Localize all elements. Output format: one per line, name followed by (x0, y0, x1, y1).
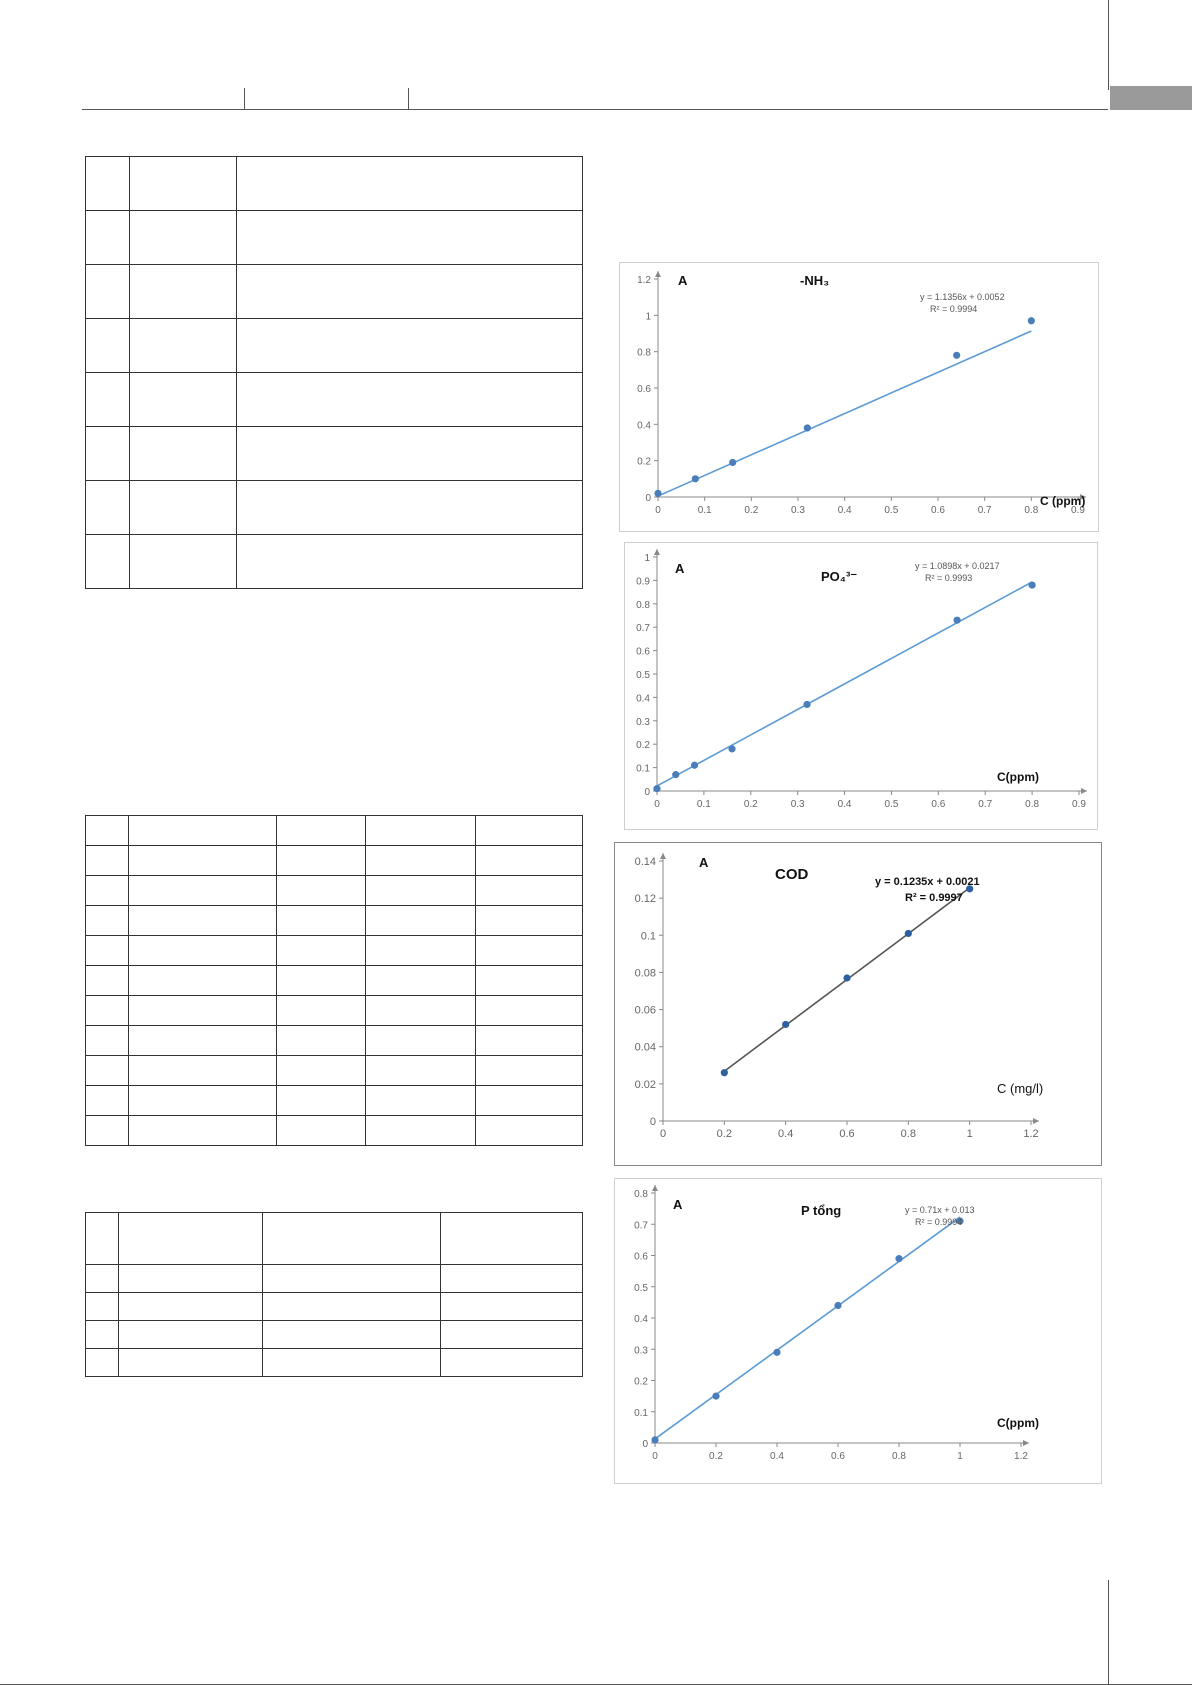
data-point (782, 1021, 789, 1028)
data-point (653, 785, 660, 792)
y-tick-label: 0.6 (636, 646, 650, 658)
y-axis-label: A (675, 561, 685, 576)
trendline (657, 582, 1032, 786)
table-row (86, 157, 583, 211)
x-tick-label: 0.9 (1071, 505, 1085, 516)
y-tick-label: 0.12 (634, 893, 656, 906)
y-axis-arrow (654, 549, 660, 555)
y-axis-arrow (660, 853, 666, 859)
x-tick-label: 0.5 (884, 505, 899, 516)
data-point (721, 1069, 728, 1076)
trendline (658, 331, 1031, 496)
y-tick-label: 0.2 (636, 740, 650, 752)
x-tick-label: 0.9 (1072, 799, 1086, 810)
x-axis-label: C (ppm) (1040, 494, 1086, 508)
y-tick-label: 0.7 (634, 1220, 648, 1232)
data-point (728, 745, 735, 752)
chart-title: COD (775, 866, 809, 883)
header-rule (82, 109, 1108, 110)
y-tick-label: 0.3 (636, 716, 650, 728)
table-3 (85, 1212, 583, 1377)
right-margin-rule (1108, 0, 1109, 90)
table-row (86, 211, 583, 265)
table-row (86, 373, 583, 427)
y-tick-label: 0.04 (634, 1041, 656, 1054)
data-point (654, 490, 661, 497)
table-1-body (86, 157, 583, 589)
table-row (86, 265, 583, 319)
x-tick-label: 0 (652, 1451, 658, 1462)
y-tick-label: 0.6 (634, 1251, 648, 1263)
x-tick-label: 0.4 (770, 1451, 784, 1462)
table-row (86, 1026, 583, 1056)
footer-margin-rule (1108, 1580, 1109, 1685)
table-row (86, 1086, 583, 1116)
y-axis-label: A (678, 273, 688, 288)
x-tick-label: 1.2 (1014, 1451, 1028, 1462)
table-2-body (86, 816, 583, 1146)
data-point (729, 459, 736, 466)
y-tick-label: 0.5 (634, 1282, 648, 1294)
table-row (86, 481, 583, 535)
x-tick-label: 0.1 (697, 505, 712, 516)
y-tick-label: 0.02 (634, 1078, 656, 1091)
data-point (953, 352, 960, 359)
chart-cod-frame (614, 842, 1102, 1166)
x-tick-label: 0.8 (900, 1128, 916, 1140)
y-tick-label: 0.08 (634, 967, 656, 980)
y-tick-label: 1 (645, 311, 651, 323)
x-tick-label: 1 (957, 1451, 963, 1462)
y-tick-label: 0.6 (637, 384, 651, 395)
chart-nh3 (620, 263, 1098, 531)
chart-po4-frame (624, 542, 1098, 830)
data-point (651, 1436, 658, 1443)
x-tick-label: 0.6 (831, 1451, 845, 1462)
data-point (773, 1349, 780, 1356)
y-tick-label: 0.14 (634, 856, 656, 868)
table-row (86, 535, 583, 589)
y-tick-label: 0.8 (637, 347, 651, 359)
x-axis-arrow (1023, 1440, 1029, 1446)
y-axis-label: A (699, 855, 709, 870)
x-axis-arrow (1033, 1118, 1039, 1124)
x-tick-label: 0.6 (931, 505, 945, 516)
table-row (86, 1293, 583, 1321)
y-axis-arrow (652, 1185, 658, 1191)
x-axis-label: C(ppm) (997, 1416, 1039, 1430)
x-tick-label: 0.4 (837, 799, 852, 810)
data-point (804, 424, 811, 431)
data-point (691, 762, 698, 769)
x-tick-label: 0 (659, 1128, 667, 1140)
x-tick-label: 0.7 (978, 799, 993, 810)
y-tick-label: 0.2 (634, 1376, 648, 1388)
section-tab (1110, 86, 1192, 110)
chart-ptong-frame (614, 1178, 1102, 1484)
x-tick-label: 0.8 (1025, 799, 1040, 810)
x-tick-label: 0.6 (931, 799, 946, 810)
x-tick-label: 0.7 (977, 505, 992, 516)
table-row (86, 966, 583, 996)
x-tick-label: 1.2 (1023, 1128, 1039, 1140)
x-tick-label: 1 (966, 1128, 973, 1140)
table-row (86, 319, 583, 373)
trendline (655, 1217, 963, 1439)
data-point (692, 475, 699, 482)
y-tick-label: 0.06 (634, 1004, 656, 1017)
x-tick-label: 0.8 (1024, 505, 1039, 516)
x-tick-label: 0.4 (837, 505, 852, 516)
data-point (843, 974, 850, 981)
y-tick-label: 0.5 (636, 670, 650, 681)
table-row (86, 427, 583, 481)
x-tick-label: 0.2 (743, 799, 758, 810)
y-axis-arrow (655, 271, 661, 277)
y-tick-label: 0.8 (634, 1189, 648, 1200)
table-1 (85, 156, 583, 589)
x-tick-label: 0.3 (791, 505, 805, 516)
table-row (86, 1056, 583, 1086)
table-row (86, 1265, 583, 1293)
trend-equation: y = 1.0898x + 0.0217 (915, 561, 1000, 571)
x-tick-label: 0.1 (696, 799, 711, 810)
x-tick-label: 0.2 (716, 1128, 732, 1140)
y-tick-label: 1.2 (637, 275, 651, 286)
chart-title: PO₄³⁻ (821, 569, 858, 584)
table-row (86, 996, 583, 1026)
y-tick-label: 0 (645, 493, 651, 504)
x-tick-label: 0 (655, 505, 661, 516)
data-point (712, 1393, 719, 1400)
data-point (905, 930, 912, 937)
r-squared: R² = 0.9993 (925, 573, 973, 583)
y-tick-label: 0.1 (640, 930, 656, 943)
y-tick-label: 0.2 (637, 456, 651, 468)
x-tick-label: 0 (654, 799, 660, 810)
y-tick-label: 0.7 (636, 623, 650, 635)
header-divider-1 (244, 88, 245, 109)
table-row (86, 1116, 583, 1146)
data-point (1028, 317, 1035, 324)
r-squared: R² = 0.9994 (915, 1217, 963, 1227)
table-row (86, 936, 583, 966)
y-tick-label: 0.1 (636, 763, 650, 775)
trend-equation: y = 0.71x + 0.013 (905, 1205, 975, 1215)
y-tick-label: 0.4 (634, 1314, 648, 1325)
data-point (1029, 581, 1036, 588)
table-row (86, 846, 583, 876)
x-tick-label: 0.2 (709, 1451, 723, 1462)
table-row (86, 1349, 583, 1377)
table-2 (85, 815, 583, 1146)
chart-nh3-frame (619, 262, 1099, 532)
y-tick-label: 0 (649, 1116, 656, 1128)
y-tick-label: 0.4 (637, 420, 651, 432)
y-tick-label: 1 (644, 553, 650, 564)
x-tick-label: 0.8 (892, 1451, 906, 1462)
x-axis-label: C(ppm) (997, 770, 1039, 784)
r-squared: R² = 0.9997 (905, 892, 963, 904)
r-squared: R² = 0.9994 (930, 304, 978, 314)
y-tick-label: 0.1 (634, 1407, 648, 1419)
data-point (895, 1255, 902, 1262)
y-axis-label: A (673, 1197, 683, 1212)
data-point (834, 1302, 841, 1309)
y-tick-label: 0.9 (636, 576, 650, 588)
x-tick-label: 0.3 (790, 799, 805, 810)
header-divider-2 (408, 88, 409, 109)
table-row (86, 906, 583, 936)
table-row (86, 876, 583, 906)
x-tick-label: 0.2 (744, 505, 759, 516)
table-row (86, 1213, 583, 1265)
x-tick-label: 0.4 (778, 1128, 794, 1140)
x-axis-label: C (mg/l) (997, 1081, 1044, 1096)
x-tick-label: 0.6 (839, 1128, 855, 1140)
data-point (672, 771, 679, 778)
chart-po4 (625, 543, 1097, 829)
table-3-body (86, 1213, 583, 1377)
table-row (86, 816, 583, 846)
x-axis-arrow (1081, 788, 1087, 794)
data-point (953, 617, 960, 624)
y-tick-label: 0.8 (636, 599, 650, 611)
y-tick-label: 0.3 (634, 1345, 648, 1357)
y-tick-label: 0.4 (636, 693, 650, 705)
y-tick-label: 0 (642, 1439, 648, 1450)
table-row (86, 1321, 583, 1349)
chart-title: -NH₃ (800, 273, 830, 288)
trend-equation: y = 0.1235x + 0.0021 (875, 876, 980, 888)
data-point (803, 701, 810, 708)
chart-cod (615, 843, 1101, 1165)
x-tick-label: 0.5 (884, 799, 899, 810)
y-tick-label: 0 (644, 787, 650, 798)
chart-ptong (615, 1179, 1101, 1483)
trend-equation: y = 1.1356x + 0.0052 (920, 292, 1005, 302)
chart-title: P tổng (801, 1203, 842, 1218)
